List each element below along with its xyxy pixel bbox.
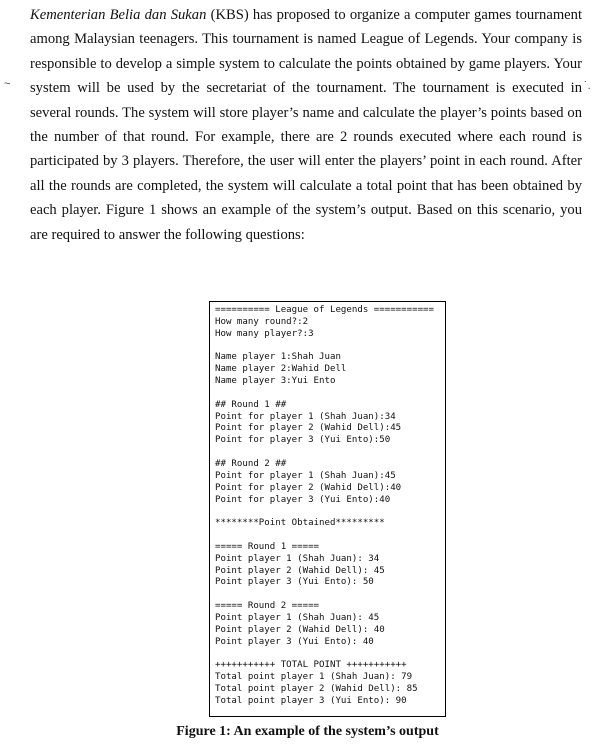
console-line: ## Round 1 ## xyxy=(215,399,287,410)
console-line xyxy=(215,506,445,518)
console-line xyxy=(215,648,445,660)
console-line: Total point player 3 (Yui Ento): 90 xyxy=(215,695,407,706)
console-line xyxy=(215,341,445,353)
console-line: ===== Round 1 ===== xyxy=(215,541,320,552)
console-line: Point player 1 (Shah Juan): 34 xyxy=(215,553,380,564)
console-line: Total point player 1 (Shah Juan): 79 xyxy=(215,672,413,683)
console-line: Point for player 2 (Wahid Dell):40 xyxy=(215,482,402,493)
console-line: How many player?:3 xyxy=(215,328,314,339)
figure-caption: Figure 1: An example of the system’s output xyxy=(176,724,439,739)
console-line: Name player 2:Wahid Dell xyxy=(215,364,347,375)
console-output-figure xyxy=(209,301,446,717)
console-line: ********Point Obtained********* xyxy=(215,518,385,529)
console-line: Point for player 3 (Yui Ento):50 xyxy=(215,435,391,446)
console-line: Point for player 1 (Shah Juan):45 xyxy=(215,470,396,481)
console-line: +++++++++++ TOTAL POINT +++++++++++ xyxy=(215,660,407,671)
console-line: Point for player 1 (Shah Juan):34 xyxy=(215,411,396,422)
scenario-paragraph xyxy=(30,3,582,247)
console-line: Name player 3:Yui Ento xyxy=(215,376,336,387)
console-line: Point player 1 (Shah Juan): 45 xyxy=(215,612,380,623)
console-line xyxy=(215,388,445,400)
console-line: Name player 1:Shah Juan xyxy=(215,352,341,363)
margin-scribble-mark: ~ xyxy=(4,78,11,90)
console-line: Point player 2 (Wahid Dell): 40 xyxy=(215,624,385,635)
console-line: ## Round 2 ## xyxy=(215,458,287,469)
console-line: Point for player 2 (Wahid Dell):45 xyxy=(215,423,402,434)
console-line: Point player 3 (Yui Ento): 40 xyxy=(215,636,374,647)
console-line: How many round?:2 xyxy=(215,316,309,327)
console-line: ===== Round 2 ===== xyxy=(215,601,320,612)
console-line xyxy=(215,447,445,459)
console-line: Point player 3 (Yui Ento): 50 xyxy=(215,577,374,588)
console-line: Point for player 3 (Yui Ento):40 xyxy=(215,494,391,505)
scenario-text: (KBS) has proposed to organize a computer games tournament among Malaysian teenagers. This tournament is named League of Legends. Your company is responsible to develop a simple system to calculate the points obtained by game players. Your system will be used by the secretariat of the tournament. The tournament is executed in several rounds. The system will store player’s name and calculate the player’s points based on the number of that round. For example, there are 2 rounds executed where each round is participated by 3 players. Therefore, the user will enter the players’ point in each round. After all the rounds are completed, the system will calculate a total point that has been obtained by each player. Figure 1 shows an example of the system’s output. Based on this scenario, you are required to answer the following questions: xyxy=(30,7,582,243)
console-line: Total point player 2 (Wahid Dell): 85 xyxy=(215,684,418,694)
console-line xyxy=(215,589,445,601)
console-line: Point player 2 (Wahid Dell): 45 xyxy=(215,565,385,576)
console-line: ========== League of Legends =========== xyxy=(215,305,434,315)
margin-tick-mark: ˙. xyxy=(584,80,591,92)
ministry-name: Kementerian Belia dan Sukan xyxy=(30,7,207,23)
console-line xyxy=(215,530,445,542)
